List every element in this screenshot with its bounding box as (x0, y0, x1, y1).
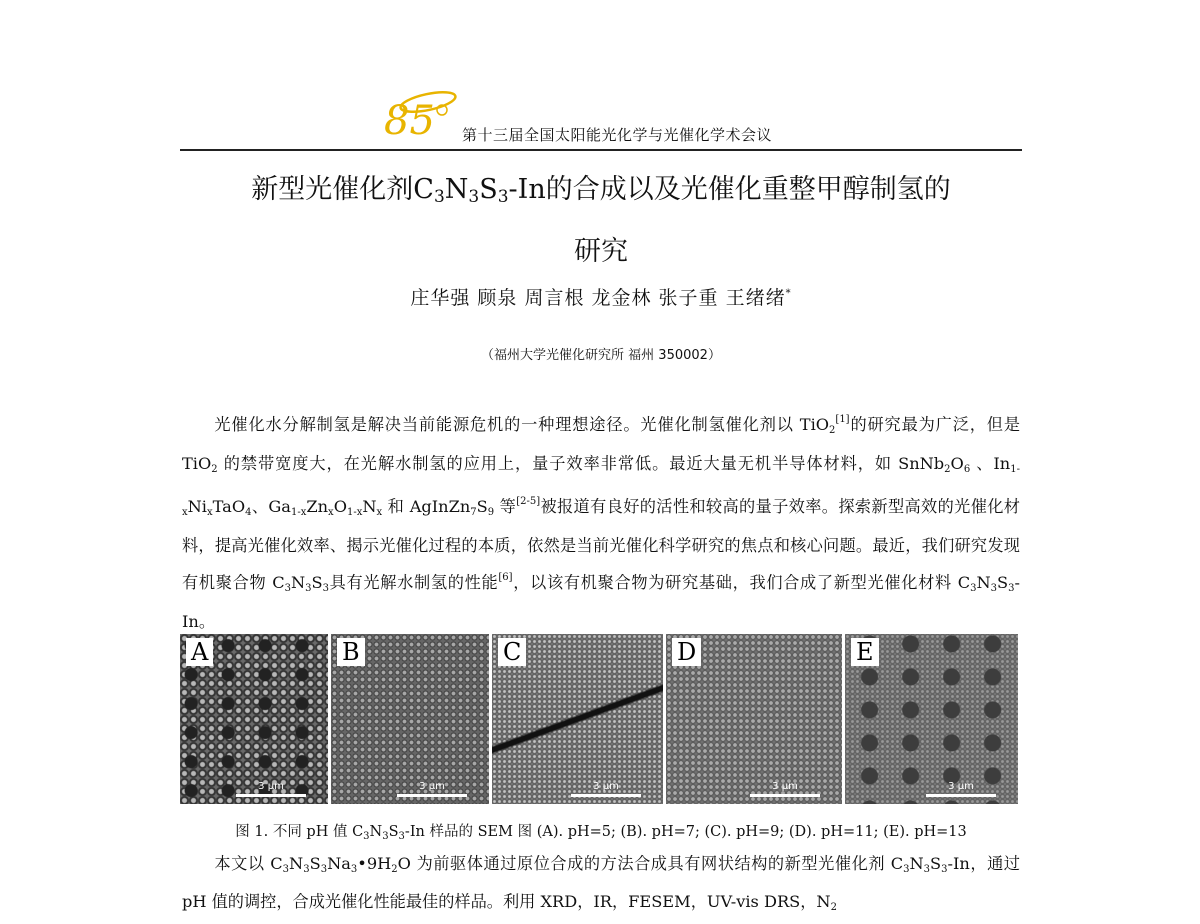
sem-panel-e (845, 634, 1018, 804)
scale-bar: 3 μm (750, 774, 820, 797)
citation: [1] (835, 414, 850, 425)
sem-panel-c (492, 634, 663, 804)
panel-label: E (851, 638, 879, 666)
panel-label: C (498, 638, 526, 666)
header-rule (180, 149, 1022, 151)
paper-title (180, 167, 1022, 207)
title-part2: 的合成以及光催化重整甲醇制氢的 (545, 174, 951, 205)
intro-paragraph: 光催化水分解制氢是解决当前能源危机的一种理想途径。光催化制氢催化剂以 TiO2[1]的研究最为广泛，但是 TiO2 的禁带宽度大，在光解水制氢的应用上，量子效率非常低。最近大量无机半导体材料，如 SnNb2O6 、In1-xNixTaO4、Ga1-xZnxO1-xNx 和 AgInZn7S9 等[2-5]被报道有良好的活性和较高的量子效率。探索新型高效的光催化材料，提高光催化效率、揭示光催化过程的本质，依然是当前光催化科学研究的焦点和核心问题。最近，我们研究发现有机聚合物 C3N3S3具有光解水制氢的性能[6]，以该有机聚合物为研究基础，我们合成了新型光催化材料 C3N3S3-In。 (182, 414, 1021, 631)
author-list: 庄华强 顾泉 周言根 龙金林 张子重 王绪绪* (410, 287, 792, 309)
title-formula: $C_3N_3S_3-In$ (413, 174, 546, 207)
panel-label: A (186, 638, 213, 666)
paper-title-line2: 研究 (574, 236, 628, 267)
sem-panel-b (331, 634, 489, 804)
title-part1: 新型光催化剂 (251, 174, 414, 205)
figure-caption: 图 1. 不同 pH 值 $C_3N_3S_3-In$ 样品的 SEM 图 (A). pH=5; (B). pH=7; (C). pH=9; (D). pH=11; (E). pH=13 (235, 824, 967, 842)
sem-panel-a (180, 634, 328, 804)
corresponding-mark: * (785, 288, 792, 299)
panel-label: D (672, 638, 701, 666)
scale-bar: 3 μm (571, 774, 641, 797)
panel-label: B (337, 638, 365, 666)
method-paragraph: 本文以 C3N3S3Na3•9H2O 为前驱体通过原位合成的方法合成具有网状结构的新型光催化剂 C3N3S3-In，通过 pH 值的调控，合成光催化性能最佳的样品。利用 XRD，IR，FESEM，UV-vis DRS，N2 (182, 854, 1020, 913)
affiliation: （福州大学光催化研究所 福州 350002） (481, 348, 721, 363)
scale-bar: 3 μm (397, 774, 467, 797)
citation: [2-5] (516, 496, 541, 508)
sem-figure (180, 634, 1018, 804)
logo-text: 85 (384, 98, 435, 140)
scale-bar: 3 μm (236, 774, 306, 797)
citation: [6] (498, 572, 513, 584)
sem-panel-d (666, 634, 842, 804)
scale-bar: 3 μm (926, 774, 996, 797)
conference-title: 第十三届全国太阳能光化学与光催化学术会议 (462, 126, 773, 144)
conference-logo (380, 88, 460, 140)
